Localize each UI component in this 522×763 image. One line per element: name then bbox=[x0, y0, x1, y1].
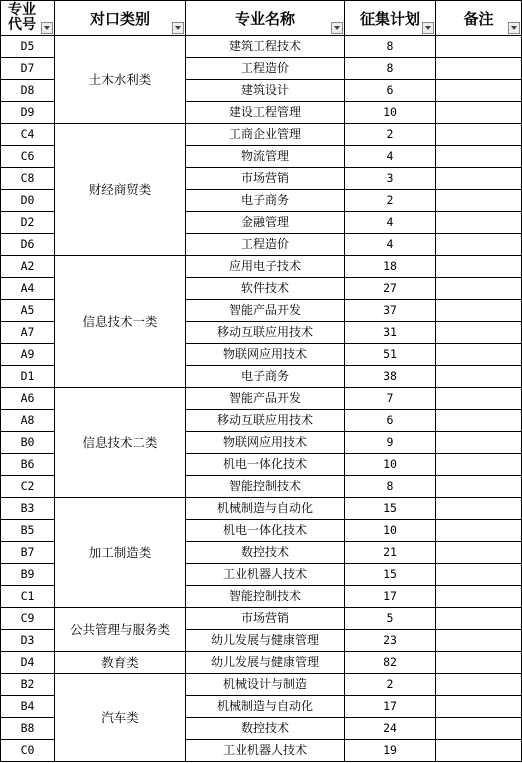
cell-category[interactable]: 信息技术二类 bbox=[55, 388, 186, 498]
header-major bbox=[186, 1, 345, 36]
cell-plan[interactable]: 15 bbox=[345, 498, 436, 520]
cell-note[interactable] bbox=[436, 476, 522, 498]
cell-code[interactable]: D1 bbox=[1, 366, 55, 388]
cell-code[interactable]: B4 bbox=[1, 696, 55, 718]
cell-plan[interactable]: 31 bbox=[345, 322, 436, 344]
cell-major[interactable]: 建设工程管理 bbox=[186, 102, 345, 124]
cell-code[interactable]: A6 bbox=[1, 388, 55, 410]
cell-plan[interactable]: 2 bbox=[345, 674, 436, 696]
header-major-label: 专业名称 bbox=[234, 9, 295, 28]
cell-category[interactable]: 土木水利类 bbox=[55, 36, 186, 124]
cell-category[interactable]: 加工制造类 bbox=[55, 498, 186, 608]
cell-plan[interactable]: 3 bbox=[345, 168, 436, 190]
cell-major[interactable]: 建筑设计 bbox=[186, 80, 345, 102]
cell-note[interactable] bbox=[436, 102, 522, 124]
cell-note[interactable] bbox=[436, 36, 522, 58]
cell-code[interactable]: B3 bbox=[1, 498, 55, 520]
cell-plan[interactable]: 27 bbox=[345, 278, 436, 300]
cell-code[interactable]: B0 bbox=[1, 432, 55, 454]
cell-plan[interactable]: 15 bbox=[345, 564, 436, 586]
cell-code[interactable]: B6 bbox=[1, 454, 55, 476]
cell-major[interactable]: 智能产品开发 bbox=[186, 300, 345, 322]
cell-note[interactable] bbox=[436, 234, 522, 256]
cell-plan[interactable]: 10 bbox=[345, 102, 436, 124]
cell-note[interactable] bbox=[436, 542, 522, 564]
cell-note[interactable] bbox=[436, 630, 522, 652]
cell-plan[interactable]: 10 bbox=[345, 520, 436, 542]
cell-plan[interactable]: 24 bbox=[345, 718, 436, 740]
cell-major[interactable]: 幼儿发展与健康管理 bbox=[186, 630, 345, 652]
cell-note[interactable] bbox=[436, 564, 522, 586]
cell-major[interactable]: 物联网应用技术 bbox=[186, 432, 345, 454]
cell-code[interactable]: B8 bbox=[1, 718, 55, 740]
cell-major[interactable]: 机电一体化技术 bbox=[186, 454, 345, 476]
cell-note[interactable] bbox=[436, 586, 522, 608]
cell-note[interactable] bbox=[436, 80, 522, 102]
cell-plan[interactable]: 7 bbox=[345, 388, 436, 410]
table-row bbox=[1, 498, 522, 520]
cell-major[interactable]: 机电一体化技术 bbox=[186, 520, 345, 542]
filter-dropdown-icon[interactable] bbox=[41, 22, 53, 34]
cell-note[interactable] bbox=[436, 212, 522, 234]
cell-code[interactable]: A5 bbox=[1, 300, 55, 322]
cell-category[interactable]: 公共管理与服务类 bbox=[55, 608, 186, 652]
cell-note[interactable] bbox=[436, 190, 522, 212]
cell-plan[interactable]: 8 bbox=[345, 476, 436, 498]
cell-code[interactable]: D2 bbox=[1, 212, 55, 234]
cell-major[interactable]: 建筑工程技术 bbox=[186, 36, 345, 58]
cell-major[interactable]: 软件技术 bbox=[186, 278, 345, 300]
cell-note[interactable] bbox=[436, 300, 522, 322]
cell-major[interactable]: 工业机器人技术 bbox=[186, 564, 345, 586]
cell-note[interactable] bbox=[436, 454, 522, 476]
cell-code[interactable]: A8 bbox=[1, 410, 55, 432]
cell-code[interactable]: C0 bbox=[1, 740, 55, 762]
cell-note[interactable] bbox=[436, 322, 522, 344]
header-code bbox=[1, 1, 55, 36]
cell-major[interactable]: 移动互联应用技术 bbox=[186, 410, 345, 432]
cell-note[interactable] bbox=[436, 608, 522, 630]
cell-note[interactable] bbox=[436, 388, 522, 410]
cell-code[interactable]: C9 bbox=[1, 608, 55, 630]
cell-plan[interactable]: 38 bbox=[345, 366, 436, 388]
cell-plan[interactable]: 2 bbox=[345, 124, 436, 146]
cell-major[interactable]: 数控技术 bbox=[186, 542, 345, 564]
cell-plan[interactable]: 17 bbox=[345, 586, 436, 608]
cell-plan[interactable]: 5 bbox=[345, 608, 436, 630]
cell-plan[interactable]: 19 bbox=[345, 740, 436, 762]
header-row bbox=[1, 1, 522, 36]
cell-major[interactable]: 智能产品开发 bbox=[186, 388, 345, 410]
cell-category[interactable]: 财经商贸类 bbox=[55, 124, 186, 256]
cell-major[interactable]: 工商企业管理 bbox=[186, 124, 345, 146]
cell-note[interactable] bbox=[436, 146, 522, 168]
cell-plan[interactable]: 8 bbox=[345, 36, 436, 58]
cell-note[interactable] bbox=[436, 256, 522, 278]
header-plan bbox=[345, 1, 436, 36]
cell-code[interactable]: D6 bbox=[1, 234, 55, 256]
cell-code[interactable]: D0 bbox=[1, 190, 55, 212]
cell-note[interactable] bbox=[436, 740, 522, 762]
cell-note[interactable] bbox=[436, 410, 522, 432]
cell-code[interactable]: B7 bbox=[1, 542, 55, 564]
cell-plan[interactable]: 2 bbox=[345, 190, 436, 212]
cell-plan[interactable]: 18 bbox=[345, 256, 436, 278]
cell-code[interactable]: C4 bbox=[1, 124, 55, 146]
cell-code[interactable]: C8 bbox=[1, 168, 55, 190]
table-row bbox=[1, 674, 522, 696]
cell-category[interactable]: 信息技术一类 bbox=[55, 256, 186, 388]
header-plan-label: 征集计划 bbox=[359, 9, 420, 28]
cell-note[interactable] bbox=[436, 718, 522, 740]
cell-code[interactable]: C1 bbox=[1, 586, 55, 608]
cell-code[interactable]: A2 bbox=[1, 256, 55, 278]
cell-code[interactable]: D7 bbox=[1, 58, 55, 80]
cell-plan[interactable]: 8 bbox=[345, 58, 436, 80]
cell-major[interactable]: 工业机器人技术 bbox=[186, 740, 345, 762]
cell-plan[interactable]: 51 bbox=[345, 344, 436, 366]
filter-dropdown-icon[interactable] bbox=[422, 22, 434, 34]
cell-major[interactable]: 电子商务 bbox=[186, 190, 345, 212]
table-row bbox=[1, 388, 522, 410]
cell-plan[interactable]: 6 bbox=[345, 80, 436, 102]
cell-code[interactable]: A4 bbox=[1, 278, 55, 300]
cell-code[interactable]: C2 bbox=[1, 476, 55, 498]
cell-plan[interactable]: 4 bbox=[345, 234, 436, 256]
cell-code[interactable]: C6 bbox=[1, 146, 55, 168]
header-category-label: 对口类别 bbox=[89, 9, 150, 28]
header-note bbox=[436, 1, 522, 36]
cell-note[interactable] bbox=[436, 696, 522, 718]
cell-note[interactable] bbox=[436, 652, 522, 674]
cell-note[interactable] bbox=[436, 168, 522, 190]
cell-note[interactable] bbox=[436, 366, 522, 388]
cell-category[interactable]: 教育类 bbox=[55, 652, 186, 674]
cell-code[interactable]: B2 bbox=[1, 674, 55, 696]
cell-major[interactable]: 智能控制技术 bbox=[186, 586, 345, 608]
table-body bbox=[1, 36, 522, 762]
table-row bbox=[1, 608, 522, 630]
cell-major[interactable]: 市场营销 bbox=[186, 608, 345, 630]
cell-note[interactable] bbox=[436, 520, 522, 542]
cell-major[interactable]: 工程造价 bbox=[186, 58, 345, 80]
cell-major[interactable]: 金融管理 bbox=[186, 212, 345, 234]
cell-major[interactable]: 电子商务 bbox=[186, 366, 345, 388]
cell-plan[interactable]: 21 bbox=[345, 542, 436, 564]
cell-major[interactable]: 数控技术 bbox=[186, 718, 345, 740]
header-code-label: 专业代号 bbox=[8, 2, 36, 33]
cell-major[interactable]: 幼儿发展与健康管理 bbox=[186, 652, 345, 674]
cell-note[interactable] bbox=[436, 432, 522, 454]
table-row bbox=[1, 256, 522, 278]
cell-code[interactable]: B5 bbox=[1, 520, 55, 542]
cell-code[interactable]: A7 bbox=[1, 322, 55, 344]
cell-plan[interactable]: 4 bbox=[345, 146, 436, 168]
cell-major[interactable]: 机械设计与制造 bbox=[186, 674, 345, 696]
cell-category[interactable]: 汽车类 bbox=[55, 674, 186, 762]
cell-code[interactable]: D4 bbox=[1, 652, 55, 674]
cell-plan[interactable]: 4 bbox=[345, 212, 436, 234]
cell-major[interactable]: 机械制造与自动化 bbox=[186, 696, 345, 718]
cell-plan[interactable]: 10 bbox=[345, 454, 436, 476]
cell-note[interactable] bbox=[436, 58, 522, 80]
cell-major[interactable]: 市场营销 bbox=[186, 168, 345, 190]
cell-plan[interactable]: 6 bbox=[345, 410, 436, 432]
cell-note[interactable] bbox=[436, 498, 522, 520]
cell-code[interactable]: B9 bbox=[1, 564, 55, 586]
cell-code[interactable]: A9 bbox=[1, 344, 55, 366]
cell-major[interactable]: 物联网应用技术 bbox=[186, 344, 345, 366]
header-note-label: 备注 bbox=[463, 9, 494, 28]
cell-major[interactable]: 物流管理 bbox=[186, 146, 345, 168]
filter-dropdown-icon[interactable] bbox=[331, 22, 343, 34]
table-row bbox=[1, 124, 522, 146]
cell-major[interactable]: 工程造价 bbox=[186, 234, 345, 256]
cell-major[interactable]: 移动互联应用技术 bbox=[186, 322, 345, 344]
cell-plan[interactable]: 9 bbox=[345, 432, 436, 454]
cell-major[interactable]: 机械制造与自动化 bbox=[186, 498, 345, 520]
cell-note[interactable] bbox=[436, 344, 522, 366]
cell-code[interactable]: D9 bbox=[1, 102, 55, 124]
table-row bbox=[1, 36, 522, 58]
cell-note[interactable] bbox=[436, 124, 522, 146]
cell-plan[interactable]: 37 bbox=[345, 300, 436, 322]
cell-note[interactable] bbox=[436, 674, 522, 696]
cell-major[interactable]: 应用电子技术 bbox=[186, 256, 345, 278]
cell-plan[interactable]: 23 bbox=[345, 630, 436, 652]
cell-code[interactable]: D8 bbox=[1, 80, 55, 102]
cell-plan[interactable]: 82 bbox=[345, 652, 436, 674]
cell-code[interactable]: D3 bbox=[1, 630, 55, 652]
cell-major[interactable]: 智能控制技术 bbox=[186, 476, 345, 498]
cell-code[interactable]: D5 bbox=[1, 36, 55, 58]
filter-dropdown-icon[interactable] bbox=[508, 22, 520, 34]
cell-plan[interactable]: 17 bbox=[345, 696, 436, 718]
filter-dropdown-icon[interactable] bbox=[172, 22, 184, 34]
header-category bbox=[55, 1, 186, 36]
table-row bbox=[1, 652, 522, 674]
cell-note[interactable] bbox=[436, 278, 522, 300]
